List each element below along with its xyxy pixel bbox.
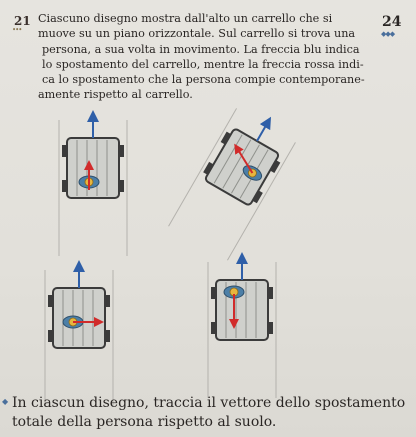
exercise-text-line: amente rispetto al carrello. [38, 88, 193, 102]
exercise-number: 21 [14, 14, 31, 28]
figure-2 [169, 105, 298, 260]
exercise-text-line: persona, a sua volta in movimento. La freccia blu indica [42, 42, 360, 56]
task-text-line: In ciascun disegno, traccia il vettore dello spostamento [12, 395, 406, 411]
cart-displacement-arrow-2 [257, 122, 268, 141]
cart-3 [45, 270, 113, 406]
figure-4 [208, 258, 276, 398]
answer-stars: ◆◆◆ [381, 30, 395, 38]
cart-4 [208, 262, 276, 398]
cart-2 [169, 108, 296, 260]
exercise-text-line: lo spostamento del carrello, mentre la freccia rossa indi- [42, 57, 364, 71]
task-bullet-icon: ◆ [2, 397, 9, 406]
figure-3 [45, 266, 113, 406]
exercise-text-line: ca lo spostamento che la persona compie contemporane- [42, 73, 365, 87]
task-text-line: totale della persona rispetto al suolo. [12, 414, 277, 430]
task-text [12, 394, 412, 432]
exercise-text-line: Ciascuno disegno mostra dall'alto un carrello che si [38, 12, 333, 25]
exercise-text-line: muove su un piano orizzontale. Sul carrello si trova una [38, 27, 356, 41]
figure-1 [59, 116, 127, 256]
difficulty-stars: ••• [12, 26, 22, 34]
answer-label: 24 [382, 14, 402, 30]
